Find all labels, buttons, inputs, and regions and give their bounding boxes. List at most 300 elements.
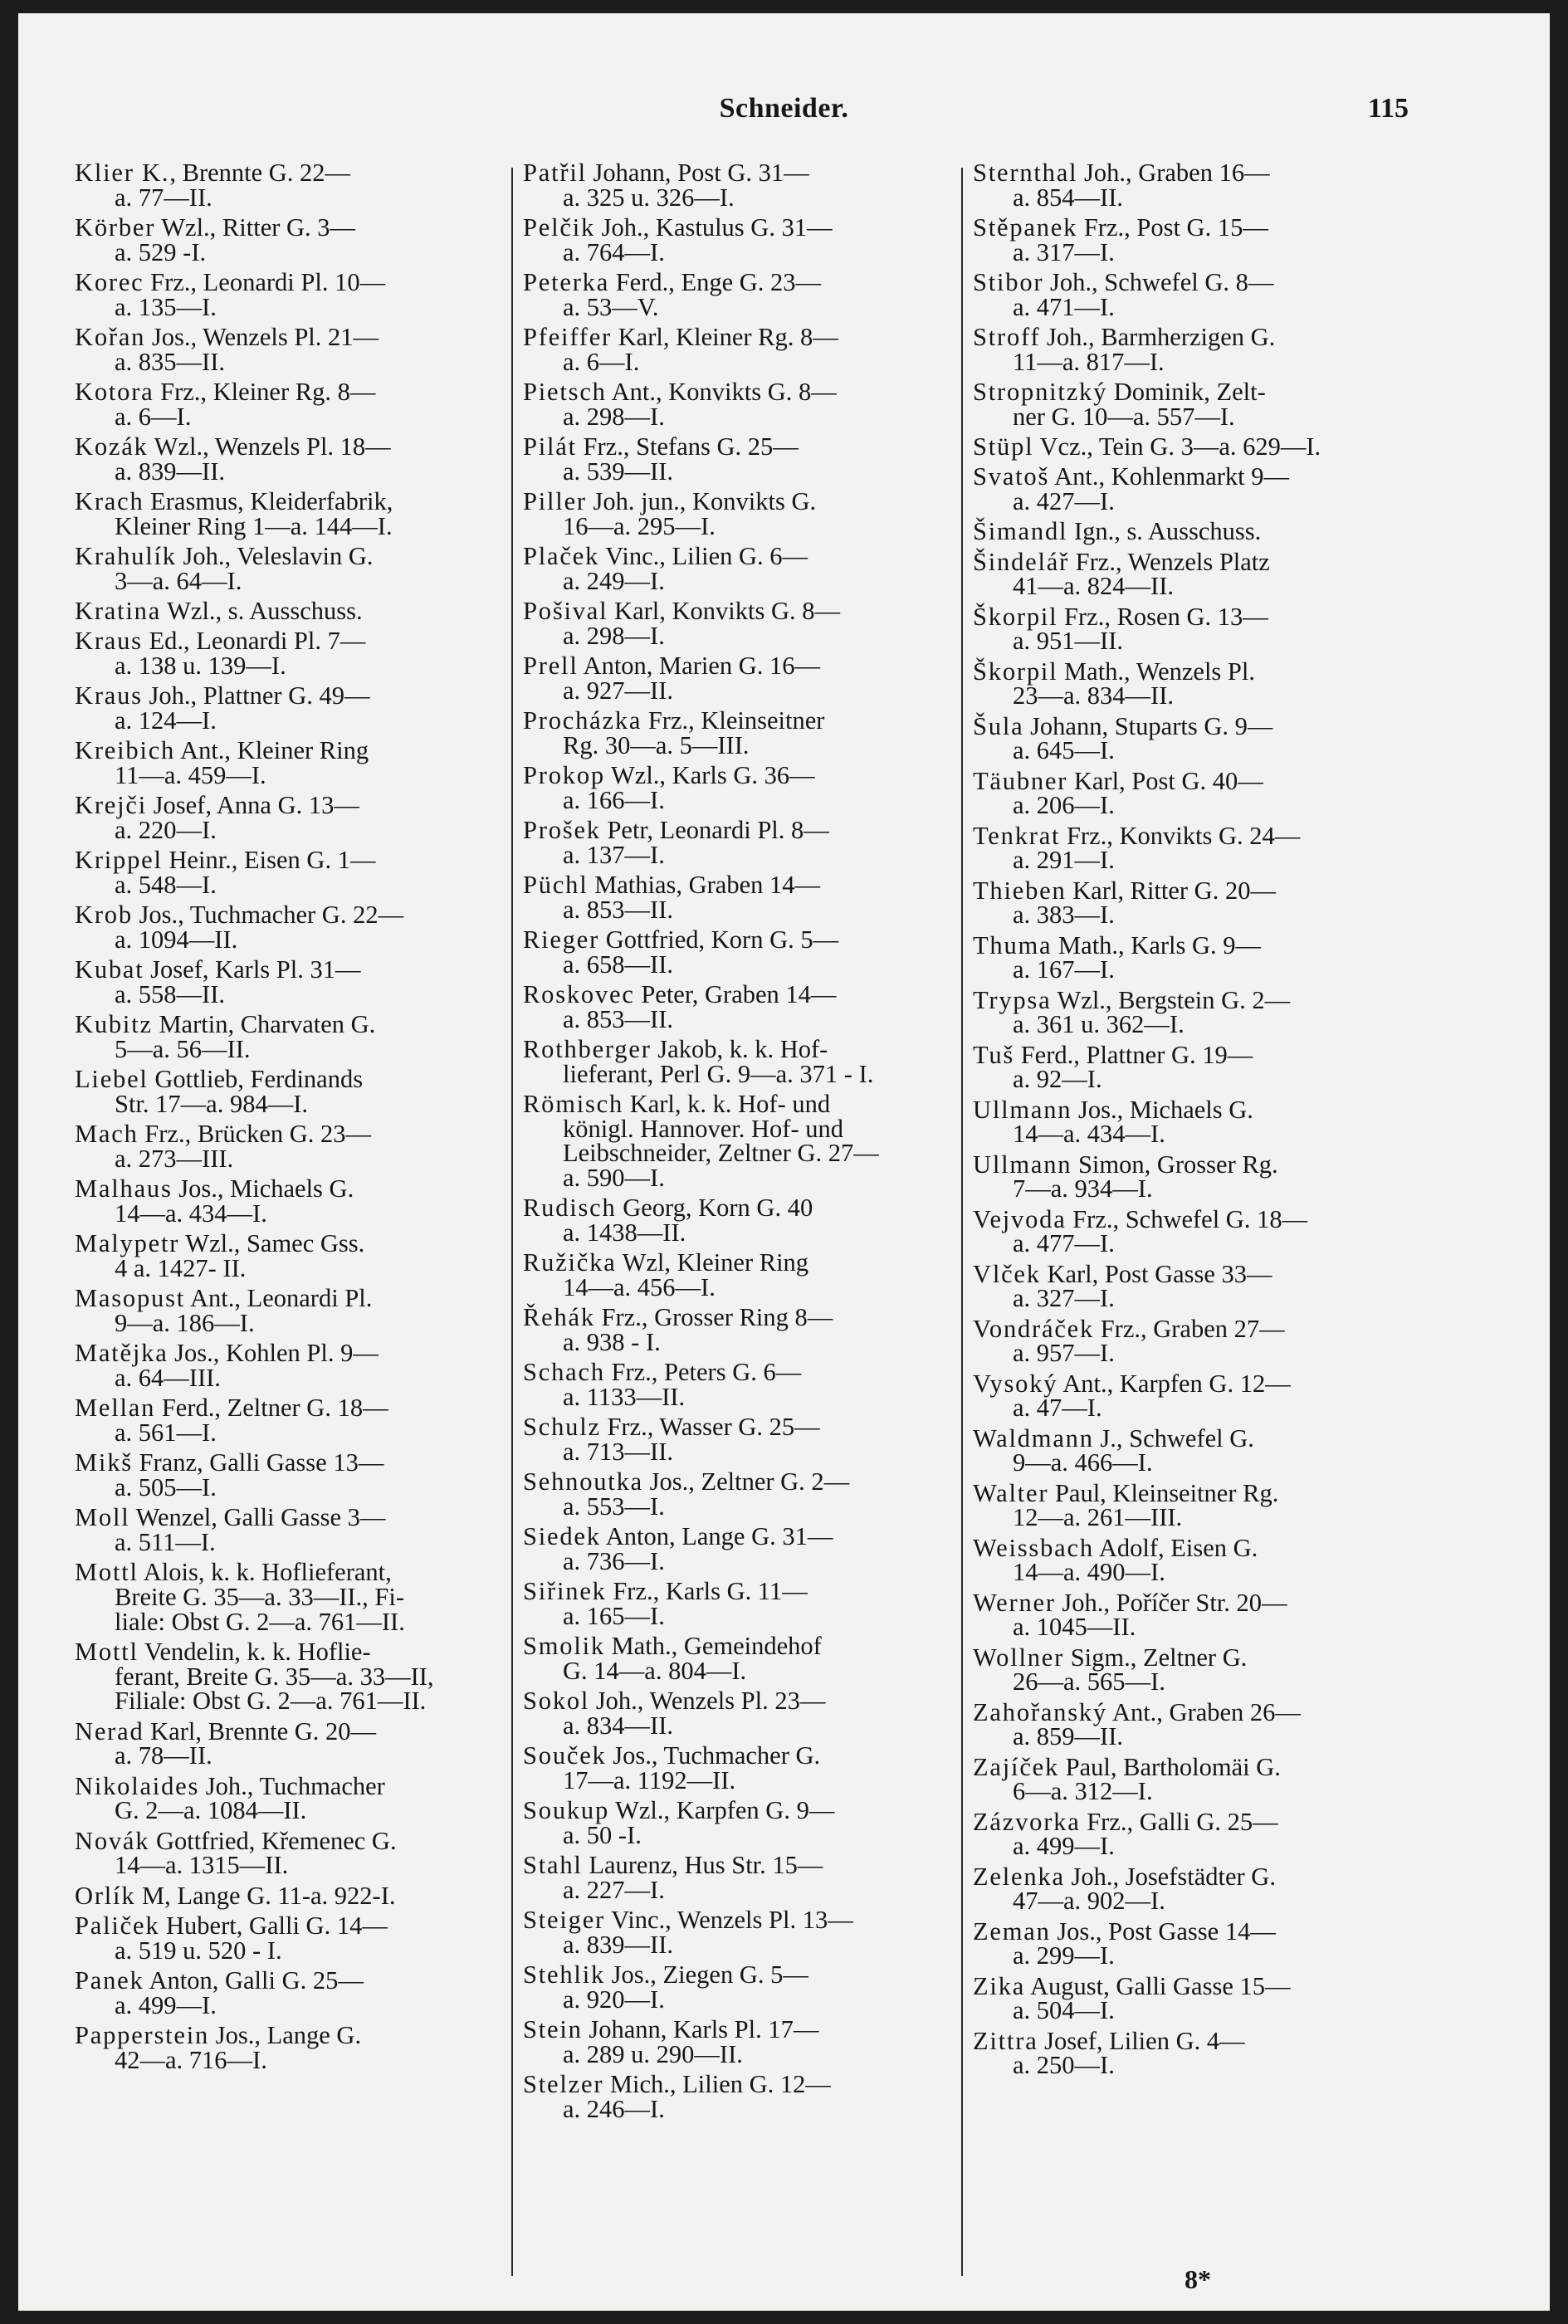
entry-text: Josef, Anna G. 13—	[147, 791, 359, 820]
entry-text: a. 124—I.	[115, 706, 217, 735]
entry-text: a. 529 -I.	[115, 237, 207, 266]
entry-name: Tuš	[973, 1040, 1015, 1069]
entry-text: 26—a. 565—I.	[1013, 1667, 1165, 1697]
entry-text: Jos., Tuchmacher G.	[606, 1741, 821, 1770]
directory-entry	[523, 1467, 963, 1521]
entry-text: Josef, Lilien G. 4—	[1038, 2026, 1245, 2055]
entry-text: Hubert, Galli G. 14—	[159, 1911, 388, 1940]
entry-text: Frz., Rosen G. 13—	[1058, 602, 1268, 631]
entry-text: Peter, Graben 14—	[634, 980, 837, 1008]
directory-entry	[75, 268, 515, 321]
entry-text: a. 6—I.	[115, 402, 192, 431]
entry-name: Püchl	[523, 871, 589, 899]
entry-text: Alois, k. k. Hoflieferant,	[138, 1558, 392, 1587]
entry-text: Karl, Post G. 40—	[1067, 766, 1263, 795]
entry-name: Krippel	[75, 846, 163, 875]
directory-entry	[75, 1911, 515, 1965]
directory-entry	[523, 1851, 963, 1905]
entry-name: Plaček	[523, 542, 600, 570]
entry-text: Joh. jun., Konvikts G.	[586, 487, 817, 515]
entry-text: Filiale: Obst G. 2—a. 761—II.	[115, 1687, 427, 1716]
entry-name: Ullmann	[973, 1095, 1072, 1124]
directory-entry	[75, 213, 515, 266]
directory-entry	[973, 1369, 1413, 1423]
entry-text: a. 327—I.	[1013, 1284, 1115, 1313]
directory-entry	[75, 1448, 515, 1501]
entry-text: Anton, Marien G. 16—	[578, 652, 821, 680]
entry-text: Joh., Schwefel G. 8—	[1043, 268, 1274, 296]
column-divider	[961, 168, 963, 2276]
entry-text: a. 853—II.	[563, 895, 673, 924]
directory-entry	[523, 1035, 963, 1088]
entry-text: lieferant, Perl G. 9—a. 371 - I.	[563, 1059, 874, 1088]
entry-name: Täubner	[973, 766, 1068, 795]
entry-text: a. 854—II.	[1013, 183, 1123, 212]
entry-text: Paul, Bartholomäi G.	[1059, 1752, 1281, 1781]
entry-name: Mottl	[75, 1558, 139, 1587]
entry-text: Breite G. 35—a. 33—II., Fi-	[115, 1583, 404, 1611]
entry-text: 23—a. 834—II.	[1013, 681, 1174, 710]
entry-text: Karl, Kleiner Rg. 8—	[612, 323, 838, 351]
entry-text: 42—a. 716—I.	[115, 2045, 267, 2074]
directory-entry	[973, 268, 1413, 321]
entry-text: Jos., Post Gasse 14—	[1050, 1916, 1276, 1946]
entry-text: Jos., Tuchmacher G. 22—	[132, 901, 404, 930]
entry-text: a. 250—I.	[1013, 2051, 1115, 2080]
entry-text: a. 47—I.	[1013, 1394, 1102, 1423]
directory-entry	[523, 654, 963, 703]
entry-text: Frz., Post G. 15—	[1077, 213, 1268, 242]
entry-text: Frz., Kleinseitner	[642, 706, 825, 735]
entry-text: Wzl., Karpfen G. 9—	[609, 1796, 835, 1825]
directory-entry	[75, 1640, 515, 1714]
directory-entry	[523, 1906, 963, 1960]
entry-text: Wzl., Ritter G. 3—	[155, 213, 356, 242]
directory-entry	[75, 793, 515, 842]
entry-text: a. 553—I.	[563, 1492, 665, 1521]
directory-entry	[75, 736, 515, 789]
entry-name: Panek	[75, 1966, 144, 1994]
entry-name: Škorpil	[973, 602, 1058, 631]
entry-name: Klier K.	[75, 159, 170, 187]
directory-entry	[523, 925, 963, 979]
entry-text: Joh., Graben 16—	[1077, 159, 1270, 187]
directory-entry	[75, 1286, 515, 1335]
entry-name: Mikš	[75, 1448, 133, 1477]
directory-entry	[973, 1040, 1413, 1094]
entry-text: Frz., Kleiner Rg. 8—	[154, 378, 376, 406]
directory-entry	[973, 1862, 1413, 1916]
entry-text: Wzl., s. Ausschuss.	[161, 597, 363, 625]
entry-name: Prokop	[523, 761, 605, 789]
directory-entry	[75, 848, 515, 897]
directory-entry	[523, 2070, 963, 2124]
entry-text: a. 499—I.	[115, 1990, 217, 2019]
entry-text: a. 645—I.	[1013, 736, 1115, 765]
entry-name: Trypsa	[973, 985, 1052, 1014]
directory-entry	[75, 903, 515, 952]
directory-entry	[973, 1971, 1413, 2025]
entry-text: Frz., Schwefel G. 18—	[1066, 1204, 1308, 1233]
entry-text: Frz., Galli G. 25—	[1080, 1807, 1278, 1836]
entry-name: Novák	[75, 1826, 150, 1855]
entry-name: Pfeiffer	[523, 323, 612, 351]
directory-entry	[973, 380, 1413, 429]
entry-name: Zahořanský	[973, 1697, 1107, 1726]
entry-text: Vinc., Wenzels Pl. 13—	[605, 1906, 853, 1935]
entry-text: a. 957—I.	[1013, 1339, 1115, 1368]
directory-entry	[75, 1966, 515, 2019]
directory-entry	[523, 1741, 963, 1795]
entry-name: Steiger	[523, 1906, 605, 1935]
entry-name: Zeman	[973, 1916, 1051, 1946]
directory-entry	[973, 821, 1413, 875]
entry-name: Malypetr	[75, 1229, 180, 1258]
entry-text: Ant., Konvikts G. 8—	[606, 378, 837, 406]
entry-name: Liebel	[75, 1065, 149, 1094]
entry-text: a. 167—I.	[1013, 955, 1115, 984]
entry-text: a. 6—I.	[563, 347, 640, 376]
entry-text: Ant., Graben 26—	[1106, 1697, 1301, 1726]
entry-name: Krahulík	[75, 542, 177, 570]
directory-entry	[973, 1643, 1413, 1697]
entry-text: Gottlieb, Ferdinands	[148, 1065, 364, 1094]
entry-text: a. 50 -I.	[563, 1821, 642, 1850]
entry-text: Jos., Kohlen Pl. 9—	[168, 1339, 379, 1368]
directory-entry	[75, 1503, 515, 1556]
directory-entry	[973, 2026, 1413, 2080]
entry-text: Frz., Wenzels Platz	[1069, 547, 1270, 576]
entry-name: Siedek	[523, 1522, 601, 1551]
entry-text: Frz., Grosser Ring 8—	[594, 1303, 833, 1332]
entry-text: a. 713—II.	[563, 1438, 673, 1467]
entry-text: ferant, Breite G. 35—a. 33—II,	[115, 1662, 434, 1691]
directory-entry	[523, 1248, 963, 1302]
directory-column-1	[75, 161, 515, 2078]
directory-entry	[523, 818, 963, 867]
directory-entry	[523, 1577, 963, 1631]
entry-text: M, Lange G. 11-a. 922-I.	[135, 1881, 396, 1910]
entry-text: a. 834—II.	[563, 1711, 673, 1741]
entry-name: Zika	[973, 1971, 1026, 2000]
directory-entry	[523, 1196, 963, 1245]
entry-text: Jos., Wenzels Pl. 21—	[145, 323, 379, 351]
entry-text: a. 539—II.	[563, 456, 673, 486]
entry-name: Ullmann	[973, 1150, 1072, 1179]
directory-entry	[523, 487, 963, 540]
entry-text: Joh., Veleslavin G.	[176, 542, 374, 570]
entry-text: a. 138 u. 139—I.	[115, 652, 286, 680]
running-head: Schneider.	[719, 93, 849, 124]
directory-entry	[523, 213, 963, 266]
directory-entry	[75, 1716, 515, 1770]
entry-text: 47—a. 902—I.	[1013, 1887, 1165, 1916]
entry-text: Joh., Kastulus G. 31—	[595, 213, 833, 242]
entry-name: Řehák	[523, 1303, 595, 1332]
entry-name: Schach	[523, 1358, 605, 1387]
entry-text: a. 658—II.	[563, 950, 673, 979]
entry-text: a. 1438—II.	[563, 1218, 686, 1247]
directory-entry	[75, 599, 515, 624]
entry-name: Piller	[523, 487, 587, 515]
entry-text: Joh., Wenzels Pl. 23—	[589, 1687, 826, 1716]
directory-entry	[523, 1303, 963, 1357]
directory-entry	[973, 1314, 1413, 1368]
directory-entry	[973, 602, 1413, 656]
entry-name: Smolik	[523, 1632, 605, 1661]
entry-text: a. 53—V.	[563, 292, 659, 321]
directory-entry	[523, 980, 963, 1033]
entry-text: Adolf, Eisen G.	[1093, 1533, 1258, 1562]
directory-entry	[75, 2021, 515, 2074]
entry-name: Zelenka	[973, 1862, 1065, 1891]
entry-text: a. 273—III.	[115, 1145, 234, 1173]
entry-name: Kořan	[75, 323, 146, 351]
directory-column-2	[523, 161, 963, 2127]
directory-entry	[973, 1807, 1413, 1861]
directory-entry	[75, 1826, 515, 1880]
entry-text: G. 14—a. 804—I.	[563, 1657, 747, 1686]
directory-entry	[973, 547, 1413, 601]
entry-name: Vondráček	[973, 1314, 1095, 1343]
entry-text: 14—a. 434—I.	[115, 1199, 267, 1228]
entry-text: 11—a. 817—I.	[1013, 347, 1165, 376]
entry-text: Ant., Leonardi Pl.	[185, 1284, 373, 1313]
entry-text: a. 220—I.	[115, 816, 217, 844]
entry-text: Math., Wenzels Pl.	[1058, 657, 1255, 686]
directory-entry	[973, 1916, 1413, 1970]
directory-entry	[75, 432, 515, 486]
directory-entry	[973, 1095, 1413, 1149]
entry-name: Vysoký	[973, 1369, 1058, 1398]
entry-name: Škorpil	[973, 657, 1058, 686]
entry-text: a. 938 - I.	[563, 1328, 661, 1357]
directory-entry	[523, 325, 963, 374]
entry-text: ner G. 10—a. 557—I.	[1013, 402, 1235, 431]
entry-name: Sternthal	[973, 159, 1078, 187]
entry-text: a. 548—I.	[115, 871, 217, 899]
entry-text: Str. 17—a. 984—I.	[115, 1090, 308, 1118]
entry-text: a. 165—I.	[563, 1602, 665, 1631]
entry-text: Joh., Barmherzigen G.	[1040, 323, 1276, 351]
entry-name: Pelčik	[523, 213, 596, 242]
entry-text: a. 859—II.	[1013, 1722, 1123, 1751]
entry-text: a. 77—II.	[115, 183, 212, 212]
entry-text: Math., Gemeindehof	[604, 1632, 822, 1661]
entry-text: 14—a. 456—I.	[563, 1273, 716, 1302]
entry-text: Jos., Zeltner G. 2—	[642, 1467, 850, 1496]
entry-name: Vlček	[973, 1259, 1041, 1288]
entry-text: a. 1045—II.	[1013, 1613, 1136, 1642]
entry-name: Thieben	[973, 876, 1067, 905]
entry-text: Mathias, Graben 14—	[588, 871, 821, 899]
directory-entry	[973, 930, 1413, 984]
entry-text: Mich., Lilien G. 12—	[603, 2070, 831, 2099]
entry-text: Karl, k. k. Hof- und	[623, 1090, 831, 1118]
entry-text: Paul, Kleinseitner Rg.	[1048, 1478, 1279, 1507]
entry-text: Ant., Kohlenmarkt 9—	[1049, 462, 1290, 491]
entry-text: Joh., Plattner G. 49—	[142, 681, 370, 710]
entry-name: Rudisch	[523, 1194, 617, 1223]
entry-text: Frz., Konvikts G. 24—	[1060, 821, 1301, 850]
entry-text: a. 471—I.	[1013, 292, 1115, 321]
entry-text: Heinr., Eisen G. 1—	[162, 846, 376, 875]
directory-entry	[973, 1259, 1413, 1313]
entry-text: a. 92—I.	[1013, 1065, 1102, 1094]
entry-text: Wenzel, Galli Gasse 3—	[129, 1503, 386, 1532]
entry-text: 6—a. 312—I.	[1013, 1777, 1153, 1806]
entry-name: Walter	[973, 1478, 1049, 1507]
entry-text: Wzl., Wenzels Pl. 18—	[148, 432, 391, 461]
entry-text: 4 a. 1427- II.	[115, 1254, 247, 1282]
entry-text: Frz., Wasser G. 25—	[600, 1413, 820, 1442]
entry-text: 9—a. 186—I.	[115, 1309, 255, 1337]
entry-text: Franz, Galli Gasse 13—	[132, 1448, 384, 1477]
entry-text: a. 511—I.	[115, 1528, 216, 1556]
entry-name: Thuma	[973, 930, 1053, 959]
entry-name: Peterka	[523, 268, 610, 296]
entry-name: Masopust	[75, 1284, 186, 1313]
entry-text: 14—a. 1315—II.	[115, 1851, 289, 1880]
entry-text: Rg. 30—a. 5—III.	[563, 730, 750, 759]
entry-text: Joh., Poříčer Str. 20—	[1055, 1588, 1287, 1617]
entry-text: 14—a. 490—I.	[1013, 1558, 1165, 1587]
entry-name: Mellan	[75, 1394, 156, 1423]
directory-entry	[973, 711, 1413, 765]
entry-name: Stropnitzký	[973, 378, 1108, 406]
entry-name: Werner	[973, 1588, 1056, 1617]
directory-entry	[75, 380, 515, 429]
directory-entry	[75, 1771, 515, 1825]
entry-text: a. 839—II.	[115, 456, 225, 486]
entry-text: 17—a. 1192—II.	[563, 1766, 736, 1795]
entry-name: Kraus	[75, 681, 143, 710]
entry-name: Kratina	[75, 597, 162, 625]
entry-text: Frz., Karls G. 11—	[606, 1577, 808, 1606]
directory-entry	[75, 1396, 515, 1445]
entry-text: Wzl, Kleiner Ring	[616, 1248, 809, 1277]
entry-text: Johann, Post G. 31—	[586, 159, 809, 187]
entry-name: Paliček	[75, 1911, 160, 1940]
entry-name: Kozák	[75, 432, 149, 461]
entry-name: Souček	[523, 1741, 607, 1770]
entry-text: a. 249—I.	[563, 566, 665, 595]
entry-text: J., Schwefel G.	[1093, 1423, 1254, 1452]
entry-text: a. 920—I.	[563, 1985, 665, 2014]
entry-text: Ign., s. Ausschuss.	[1067, 517, 1262, 546]
entry-text: 5—a. 56—II.	[115, 1035, 251, 1063]
entry-name: Stěpanek	[973, 213, 1078, 242]
entry-text: a. 839—II.	[563, 1931, 673, 1960]
directory-entry	[523, 268, 963, 321]
entry-text: Jos., Lange G.	[209, 2021, 362, 2049]
entry-text: liale: Obst G. 2—a. 761—II.	[115, 1607, 405, 1636]
entry-text: Ant., Karpfen G. 12—	[1058, 1369, 1291, 1398]
entry-name: Zázvorka	[973, 1807, 1081, 1836]
entry-text: 11—a. 459—I.	[115, 761, 266, 789]
directory-entry	[523, 1522, 963, 1576]
entry-text: a. 927—II.	[563, 676, 673, 705]
directory-entry	[973, 1423, 1413, 1477]
entry-name: Kubat	[75, 955, 144, 984]
entry-text: Wzl., Samec Gss.	[179, 1229, 365, 1258]
directory-entry	[973, 161, 1413, 210]
entry-name: Weissbach	[973, 1533, 1094, 1562]
entry-text: königl. Hannover. Hof- und	[563, 1114, 843, 1143]
directory-entry	[75, 1010, 515, 1063]
entry-text: a. 291—I.	[1013, 846, 1115, 875]
directory-entry	[973, 1478, 1413, 1532]
entry-text: Frz., Leonardi Pl. 10—	[144, 268, 386, 296]
entry-name: Stüpl	[973, 432, 1034, 461]
entry-text: 14—a. 434—I.	[1013, 1120, 1165, 1149]
entry-name: Procházka	[523, 706, 642, 735]
entry-text: a. 764—I.	[563, 237, 665, 266]
entry-name: Stibor	[973, 268, 1044, 296]
entry-name: Stehlik	[523, 1960, 606, 1990]
entry-text: a. 325 u. 326—I.	[563, 183, 735, 212]
directory-entry	[75, 955, 515, 1008]
entry-text: a. 736—I.	[563, 1547, 665, 1576]
directory-entry	[523, 1358, 963, 1412]
directory-page	[18, 13, 1550, 2311]
entry-text: Jos., Michaels G.	[172, 1174, 354, 1204]
entry-name: Stein	[523, 2015, 583, 2044]
directory-entry	[973, 1204, 1413, 1258]
entry-text: a. 64—III.	[115, 1364, 221, 1392]
entry-name: Stelzer	[523, 2070, 604, 2099]
entry-name: Körber	[75, 213, 156, 242]
directory-entry	[523, 544, 963, 593]
entry-name: Krejči	[75, 791, 148, 820]
directory-entry	[523, 599, 963, 648]
entry-name: Siřinek	[523, 1577, 607, 1606]
entry-text: a. 383—I.	[1013, 901, 1115, 930]
entry-text: Wzl., Bergstein G. 2—	[1051, 985, 1291, 1014]
entry-name: Nerad	[75, 1716, 144, 1745]
entry-text: Karl, Brennte G. 20—	[144, 1716, 377, 1745]
directory-entry	[523, 1960, 963, 2014]
entry-text: Simon, Grosser Rg.	[1072, 1150, 1278, 1179]
directory-entry	[973, 462, 1413, 515]
entry-text: a. 317—I.	[1013, 237, 1115, 266]
entry-text: a. 427—I.	[1013, 487, 1115, 515]
entry-text: Leibschneider, Zeltner G. 27—	[563, 1139, 879, 1168]
directory-entry	[973, 657, 1413, 710]
directory-entry	[523, 1687, 963, 1741]
entry-text: 41—a. 824—II.	[1013, 572, 1174, 601]
entry-name: Roskovec	[523, 980, 635, 1008]
directory-entry	[523, 1413, 963, 1467]
entry-text: Wzl., Karls G. 36—	[604, 761, 815, 789]
entry-name: Rothberger	[523, 1035, 652, 1063]
directory-entry	[75, 1067, 515, 1116]
entry-text: Jakob, k. k. Hof-	[651, 1035, 828, 1063]
directory-entry	[973, 1533, 1413, 1587]
entry-text: a. 166—I.	[563, 785, 665, 814]
entry-name: Moll	[75, 1503, 130, 1532]
entry-name: Römisch	[523, 1090, 624, 1118]
entry-text: Ant., Kleiner Ring	[175, 736, 369, 765]
entry-name: Papperstein	[75, 2021, 210, 2049]
directory-entry	[973, 432, 1413, 461]
entry-text: 7—a. 934—I.	[1013, 1174, 1153, 1204]
entry-name: Krob	[75, 901, 133, 930]
entry-name: Pošival	[523, 597, 608, 625]
entry-name: Nikolaides	[75, 1771, 200, 1800]
entry-text: a. 835—II.	[115, 347, 225, 376]
entry-name: Waldmann	[973, 1423, 1094, 1452]
